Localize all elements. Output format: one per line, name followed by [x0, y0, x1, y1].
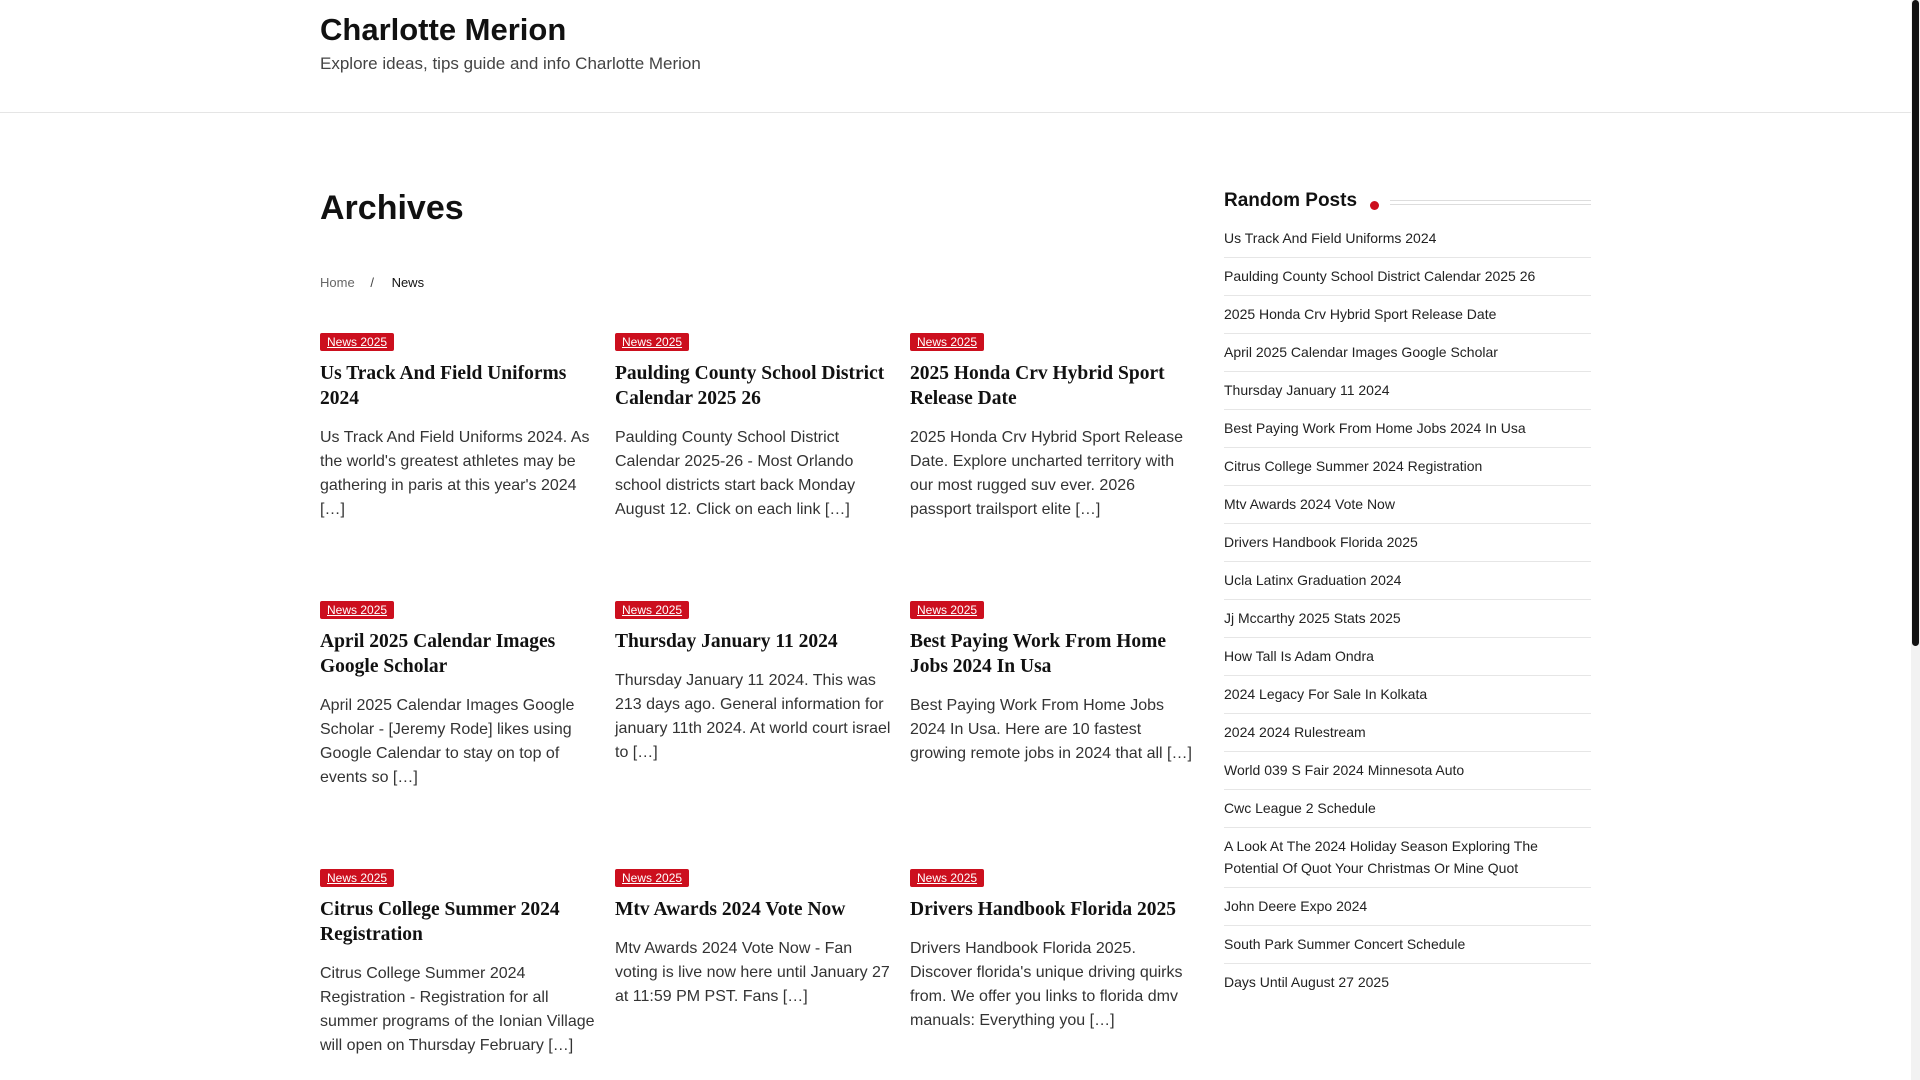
post-title-link[interactable]: Paulding County School District Calendar 2025 26 — [615, 363, 885, 409]
post-title-link[interactable]: Best Paying Work From Home Jobs 2024 In Usa — [910, 631, 1167, 677]
post-excerpt: April 2025 Calendar Images Google Scholar - [Jeremy Rode] likes using Google Calendar to stay on top of events so […] — [320, 697, 575, 786]
scrollbar-thumb[interactable] — [1912, 0, 1919, 646]
random-posts-header — [1224, 190, 1591, 220]
random-post-link[interactable]: Thursday January 11 2024 — [1224, 382, 1390, 398]
post-title — [910, 897, 1193, 922]
post-title — [910, 361, 1193, 411]
breadcrumb-current: News — [391, 275, 425, 290]
random-post-link[interactable]: World 039 S Fair 2024 Minnesota Auto — [1224, 762, 1465, 778]
post-excerpt: Paulding County School District Calendar 2025-26 - Most Orlando school districts start back Monday August 12. Click on each link […] — [615, 429, 856, 518]
category-badge[interactable]: News 2025 — [615, 333, 689, 351]
list-item — [1224, 964, 1591, 1001]
random-post-link[interactable]: Paulding County School District Calendar 2025 26 — [1224, 268, 1536, 284]
post-title — [615, 629, 898, 654]
list-item — [1224, 562, 1591, 600]
list-item — [1224, 448, 1591, 486]
random-posts-list — [1224, 220, 1591, 1001]
random-post-link[interactable]: How Tall Is Adam Ondra — [1224, 648, 1374, 664]
category-badge[interactable]: News 2025 — [910, 601, 984, 619]
post-grid — [320, 333, 1193, 1080]
red-dot-icon — [1370, 201, 1379, 210]
list-item — [1224, 486, 1591, 524]
breadcrumb-separator: / — [370, 275, 374, 290]
post-card — [320, 601, 603, 869]
category-badge[interactable]: News 2025 — [615, 601, 689, 619]
post-card — [615, 601, 898, 869]
random-post-link[interactable]: Us Track And Field Uniforms 2024 — [1224, 230, 1437, 246]
list-item — [1224, 676, 1591, 714]
site-tagline: Explore ideas, tips guide and info Charlotte Merion — [320, 54, 701, 73]
random-post-link[interactable]: A Look At The 2024 Holiday Season Exploring The Potential Of Quot Your Christmas Or Mine Quot — [1224, 838, 1538, 876]
post-title — [320, 361, 603, 411]
post-title — [320, 897, 603, 947]
post-card — [910, 869, 1193, 1080]
random-post-link[interactable]: John Deere Expo 2024 — [1224, 898, 1368, 914]
page-title: Archives — [320, 189, 464, 227]
list-item — [1224, 714, 1591, 752]
post-card — [615, 869, 898, 1080]
category-badge[interactable]: News 2025 — [320, 601, 394, 619]
post-title-link[interactable]: Drivers Handbook Florida 2025 — [910, 899, 1176, 920]
list-item — [1224, 926, 1591, 964]
site-title-link[interactable]: Charlotte Merion — [320, 12, 567, 47]
random-post-link[interactable]: 2025 Honda Crv Hybrid Sport Release Date — [1224, 306, 1497, 322]
random-post-link[interactable]: Cwc League 2 Schedule — [1224, 800, 1376, 816]
category-badge[interactable]: News 2025 — [910, 333, 984, 351]
random-post-link[interactable]: Citrus College Summer 2024 Registration — [1224, 458, 1483, 474]
post-excerpt: Mtv Awards 2024 Vote Now - Fan voting is live now here until January 27 at 11:59 PM PST. Fans […] — [615, 940, 890, 1005]
list-item — [1224, 334, 1591, 372]
category-badge[interactable]: News 2025 — [615, 869, 689, 887]
post-title-link[interactable]: Thursday January 11 2024 — [615, 631, 838, 652]
post-card — [615, 333, 898, 601]
post-card — [320, 333, 603, 601]
list-item — [1224, 828, 1591, 888]
list-item — [1224, 752, 1591, 790]
list-item — [1224, 258, 1591, 296]
post-title-link[interactable]: Us Track And Field Uniforms 2024 — [320, 363, 567, 409]
random-post-link[interactable]: Jj Mccarthy 2025 Stats 2025 — [1224, 610, 1401, 626]
random-posts-title: Random Posts — [1224, 190, 1367, 212]
post-excerpt: Us Track And Field Uniforms 2024. As the world's greatest athletes may be gathering in paris at this year's 2024 […] — [320, 429, 590, 518]
list-item — [1224, 296, 1591, 334]
list-item — [1224, 600, 1591, 638]
post-title — [910, 629, 1193, 679]
post-card — [910, 333, 1193, 601]
category-badge[interactable]: News 2025 — [320, 333, 394, 351]
list-item — [1224, 790, 1591, 828]
post-excerpt: Citrus College Summer 2024 Registration - Registration for all summer programs of the Ionian Village will open on Thursday February […] — [320, 965, 595, 1054]
random-post-link[interactable]: South Park Summer Concert Schedule — [1224, 936, 1466, 952]
list-item — [1224, 220, 1591, 258]
random-post-link[interactable]: Drivers Handbook Florida 2025 — [1224, 534, 1418, 550]
widget-title-rule — [1390, 200, 1591, 205]
post-excerpt: Drivers Handbook Florida 2025. Discover florida's unique driving quirks from. We offer you links to florida dmv manuals: Everything you […] — [910, 940, 1183, 1029]
post-excerpt: Best Paying Work From Home Jobs 2024 In Usa. Here are 10 fastest growing remote jobs in 2024 that all […] — [910, 697, 1192, 762]
random-post-link[interactable]: 2024 Legacy For Sale In Kolkata — [1224, 686, 1428, 702]
random-post-link[interactable]: Days Until August 27 2025 — [1224, 974, 1389, 990]
post-title — [615, 361, 898, 411]
post-title — [320, 629, 603, 679]
random-post-link[interactable]: 2024 2024 Rulestream — [1224, 724, 1366, 740]
site-header — [0, 0, 1911, 113]
breadcrumb — [320, 275, 424, 290]
post-title-link[interactable]: April 2025 Calendar Images Google Scholar — [320, 631, 556, 677]
post-title — [615, 897, 898, 922]
random-post-link[interactable]: Best Paying Work From Home Jobs 2024 In Usa — [1224, 420, 1526, 436]
post-title-link[interactable]: 2025 Honda Crv Hybrid Sport Release Date — [910, 363, 1165, 409]
list-item — [1224, 410, 1591, 448]
breadcrumb-home-link[interactable]: Home — [320, 275, 355, 290]
list-item — [1224, 524, 1591, 562]
post-card — [910, 601, 1193, 869]
random-post-link[interactable]: Mtv Awards 2024 Vote Now — [1224, 496, 1395, 512]
post-excerpt: Thursday January 11 2024. This was 213 days ago. General information for january 11th 2024. At world court israel to […] — [615, 672, 891, 761]
post-excerpt: 2025 Honda Crv Hybrid Sport Release Date. Explore uncharted territory with our most rugged suv ever. 2026 passport trailsport elite […] — [910, 429, 1184, 518]
random-post-link[interactable]: Ucla Latinx Graduation 2024 — [1224, 572, 1402, 588]
list-item — [1224, 888, 1591, 926]
post-title-link[interactable]: Citrus College Summer 2024 Registration — [320, 899, 560, 945]
random-post-link[interactable]: April 2025 Calendar Images Google Scholar — [1224, 344, 1498, 360]
sidebar — [1224, 190, 1591, 1001]
list-item — [1224, 638, 1591, 676]
list-item — [1224, 372, 1591, 410]
category-badge[interactable]: News 2025 — [320, 869, 394, 887]
post-card — [320, 869, 603, 1080]
post-title-link[interactable]: Mtv Awards 2024 Vote Now — [615, 899, 846, 920]
category-badge[interactable]: News 2025 — [910, 869, 984, 887]
